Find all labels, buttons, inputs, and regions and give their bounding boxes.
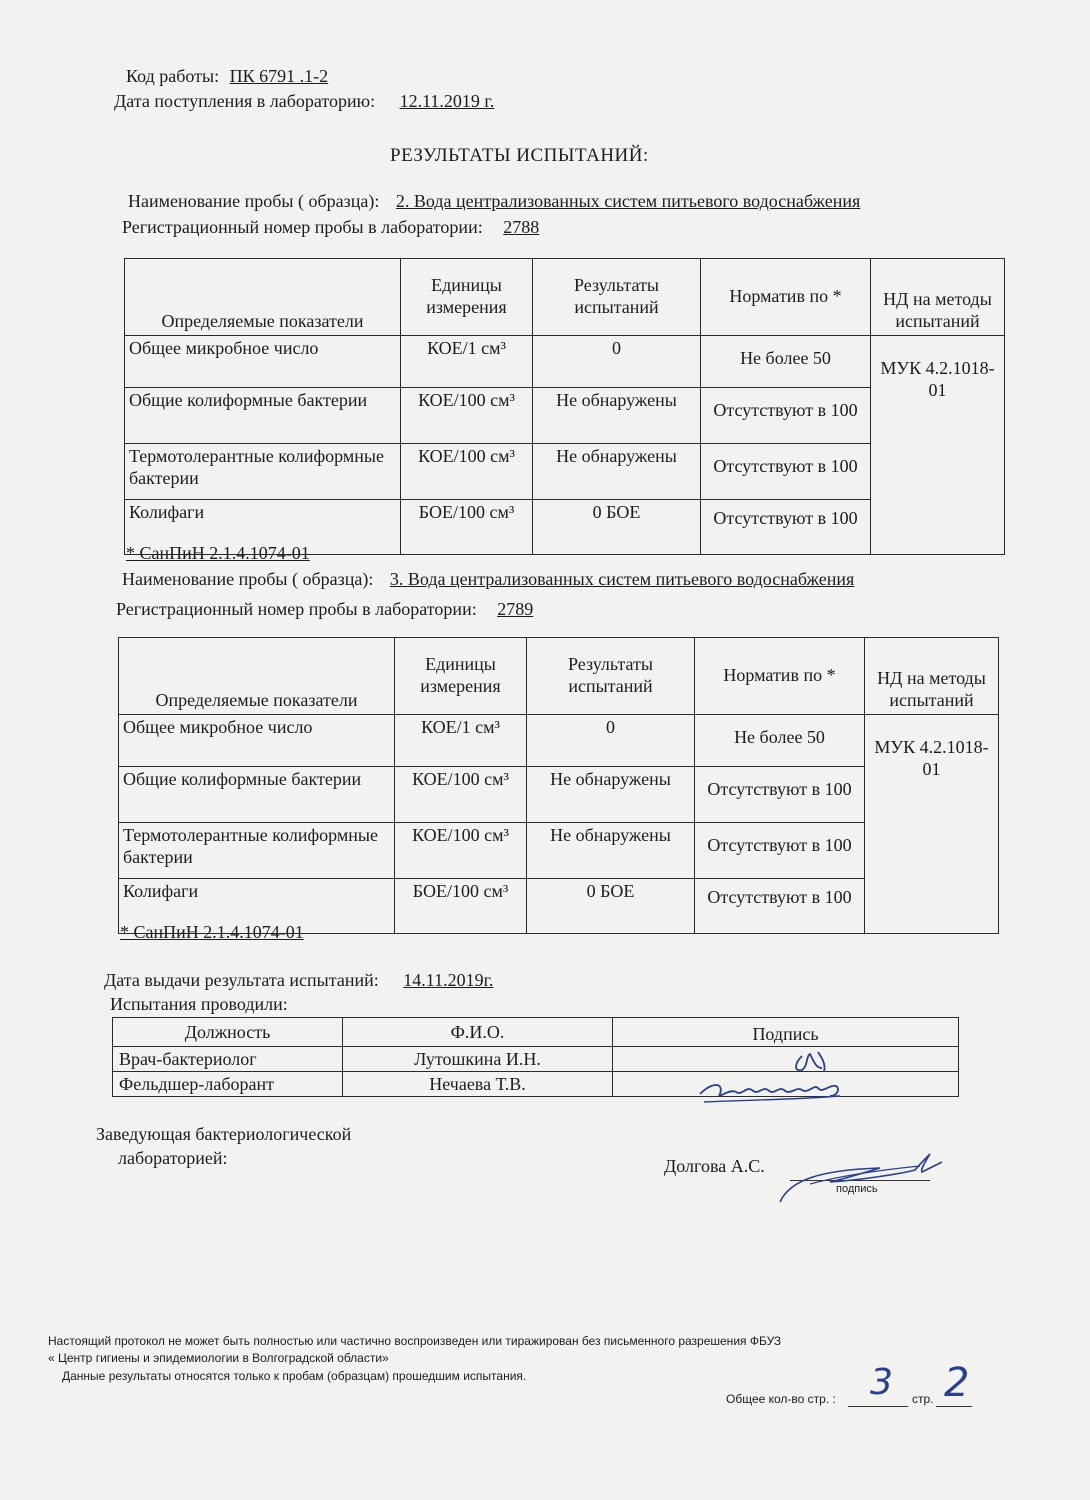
result-cell: Не обнаружены [533, 444, 701, 500]
page-title: РЕЗУЛЬТАТЫ ИСПЫТАНИЙ: [390, 145, 649, 166]
norm-cell: Не более 50 [701, 336, 871, 388]
col-indicator-header: Определяемые показатели [125, 259, 401, 336]
norm-cell: Отсутствуют в 100 [701, 444, 871, 500]
page-count-label: Общее кол-во стр. : [726, 1392, 836, 1406]
results-table-2 [118, 637, 999, 934]
col-norm-header: Норматив по * [695, 638, 865, 715]
position-cell: Фельдшер-лаборант [113, 1072, 343, 1097]
results-table-header [119, 638, 999, 715]
col-signature-header: Подпись [613, 1018, 959, 1047]
result-cell: 0 БОЕ [533, 500, 701, 555]
result-cell: Не обнаружены [533, 388, 701, 444]
unit-cell: КОЕ/1 см³ [401, 336, 533, 388]
indicator-cell: Общие колиформные бактерии [119, 767, 395, 823]
sample-2-name-value: 3. Вода централизованных систем питьевого водоснабжения [389, 569, 855, 589]
indicator-cell: Термотолерантные колиформные бактерии [125, 444, 401, 500]
sample-1-name-value: 2. Вода централизованных систем питьевого водоснабжения [395, 191, 861, 211]
result-cell: 0 [527, 715, 695, 767]
unit-cell: КОЕ/1 см³ [395, 715, 527, 767]
head-title-line2: лабораторией: [118, 1148, 228, 1168]
work-code-value: ПК 6791 .1-2 [229, 66, 329, 86]
sample-2-reg-line [116, 599, 533, 620]
col-method-header: НД на методы испытаний [871, 259, 1005, 336]
name-cell: Лутошкина И.Н. [343, 1047, 613, 1072]
col-unit-header: Единицы измерения [401, 259, 533, 336]
unit-cell: КОЕ/100 см³ [395, 767, 527, 823]
col-norm-header: Норматив по * [701, 259, 871, 336]
position-cell: Врач-бактериолог [113, 1047, 343, 1072]
results-table-1 [124, 258, 1005, 555]
col-unit-header: Единицы измерения [395, 638, 527, 715]
col-method-header: НД на методы испытаний [865, 638, 999, 715]
sample-2-name-label: Наименование пробы ( образца): [122, 569, 374, 589]
footer-notice-line3: Данные результаты относятся только к пробам (образцам) прошедшим испытания. [62, 1369, 527, 1383]
footer-notice-line1: Настоящий протокол не может быть полностью или частично воспроизведен или тиражирован без письменного разрешения ФБУЗ [48, 1334, 782, 1348]
norm-cell: Не более 50 [695, 715, 865, 767]
received-date-line [114, 91, 494, 112]
table-row [119, 715, 999, 767]
name-cell: Нечаева Т.В. [343, 1072, 613, 1097]
norm-cell: Отсутствуют в 100 [695, 823, 865, 879]
work-code-line [126, 66, 328, 87]
indicator-cell: Колифаги [119, 879, 395, 934]
norm-cell: Отсутствуют в 100 [701, 500, 871, 555]
head-title-line1: Заведующая бактериологической [96, 1124, 352, 1144]
results-table-header [125, 259, 1005, 336]
unit-cell: КОЕ/100 см³ [395, 823, 527, 879]
indicator-cell: Общее микробное число [125, 336, 401, 388]
method-cell: МУК 4.2.1018-01 [865, 715, 999, 934]
unit-cell: БОЕ/100 см³ [401, 500, 533, 555]
result-cell: Не обнаружены [527, 767, 695, 823]
head-signature-caption: подпись [836, 1183, 878, 1195]
issue-date-value: 14.11.2019г. [403, 970, 494, 990]
page-total-handwritten: 3 [870, 1362, 893, 1403]
sample-1-reg-line [122, 217, 539, 238]
norm-cell: Отсутствуют в 100 [695, 767, 865, 823]
sample-1-footnote: * СанПиН 2.1.4.1074-01 [126, 543, 310, 563]
col-result-header: Результаты испытаний [527, 638, 695, 715]
sample-1-name-line [128, 191, 860, 212]
testers-label: Испытания проводили: [110, 994, 288, 1014]
sample-1-reg-value: 2788 [503, 217, 540, 237]
signature-head-image [770, 1140, 950, 1210]
indicator-cell: Термотолерантные колиформные бактерии [119, 823, 395, 879]
indicator-cell: Общее микробное число [119, 715, 395, 767]
unit-cell: КОЕ/100 см³ [401, 388, 533, 444]
indicator-cell: Колифаги [125, 500, 401, 555]
sample-1-name-label: Наименование пробы ( образца): [128, 191, 380, 211]
col-position-header: Должность [113, 1018, 343, 1047]
received-date-value: 12.11.2019 г. [399, 91, 495, 111]
unit-cell: БОЕ/100 см³ [395, 879, 527, 934]
col-name-header: Ф.И.О. [343, 1018, 613, 1047]
result-cell: 0 БОЕ [527, 879, 695, 934]
norm-cell: Отсутствуют в 100 [701, 388, 871, 444]
indicator-cell: Общие колиформные бактерии [125, 388, 401, 444]
col-result-header: Результаты испытаний [533, 259, 701, 336]
result-cell: Не обнаружены [527, 823, 695, 879]
issue-date-line [104, 970, 493, 991]
work-code-label: Код работы: [126, 66, 220, 86]
head-name: Долгова А.С. [664, 1156, 765, 1176]
result-cell: 0 [533, 336, 701, 388]
sample-2-name-line [122, 569, 854, 590]
received-date-label: Дата поступления в лабораторию: [114, 91, 376, 111]
footer-notice-line2: « Центр гигиены и эпидемиологии в Волгоградской области» [48, 1351, 389, 1365]
norm-cell: Отсутствуют в 100 [695, 879, 865, 934]
sample-2-footnote: * СанПиН 2.1.4.1074-01 [120, 922, 304, 942]
page-label: стр. [912, 1392, 934, 1406]
method-cell: МУК 4.2.1018-01 [871, 336, 1005, 555]
page-number-handwritten: 2 [944, 1360, 970, 1406]
page-number-line [936, 1406, 972, 1407]
col-indicator-header: Определяемые показатели [119, 638, 395, 715]
sample-2-reg-label: Регистрационный номер пробы в лаборатории: [116, 599, 477, 619]
issue-date-label: Дата выдачи результата испытаний: [104, 970, 379, 990]
signature-doctor-image [690, 1042, 860, 1110]
table-row [125, 336, 1005, 388]
sample-1-reg-label: Регистрационный номер пробы в лаборатории: [122, 217, 483, 237]
unit-cell: КОЕ/100 см³ [401, 444, 533, 500]
sample-2-reg-value: 2789 [497, 599, 534, 619]
page-total-line [848, 1406, 908, 1407]
